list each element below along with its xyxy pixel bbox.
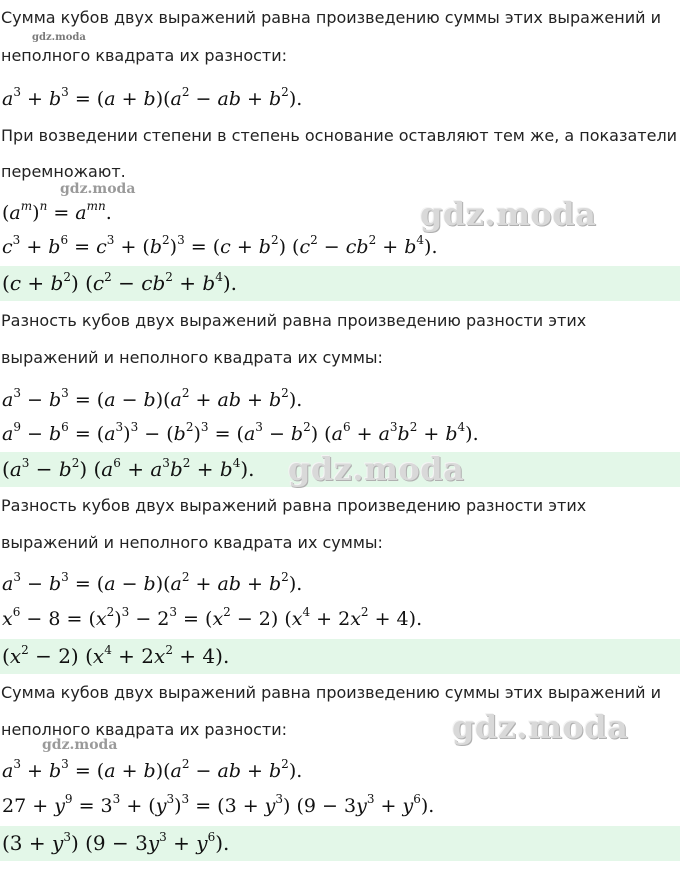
answer-highlight-3 bbox=[0, 639, 680, 674]
formula-example-2: $a^9 - b^6 = (a^3)^3 - (b^2)^3 = (a^3 - b^2) (a^6 + a^3b^2 + b^4)$. bbox=[2, 420, 479, 445]
rule-text-diff-cubes-line1: Разность кубов двух выражений равна произведению разности этих bbox=[1, 311, 587, 330]
answer-highlight-4 bbox=[0, 826, 680, 861]
formula-power-rule: $(a^m)^n = a^{mn}$. bbox=[2, 199, 112, 224]
answer-4: $(3 + y^3)$ $(9 - 3y^3 + y^6)$. bbox=[2, 830, 230, 855]
watermark-large: gdz.moda bbox=[288, 450, 465, 488]
answer-1: $(c + b^2)$ $(c^2 - cb^2 + b^4)$. bbox=[2, 270, 238, 295]
rule-text-power-line2: перемножают. bbox=[1, 162, 126, 181]
rule-text-sum-cubes-2-line1: Сумма кубов двух выражений равна произведению суммы этих выражений и bbox=[1, 683, 661, 702]
watermark-large: gdz.moda bbox=[420, 195, 597, 233]
answer-3: $(x^2 - 2) (x^4 + 2x^2 + 4)$. bbox=[2, 643, 230, 668]
watermark-small: gdz.moda bbox=[42, 737, 118, 753]
formula-sum-cubes: $a^3 + b^3 = (a + b)(a^2$ − ab + $b^2$). bbox=[2, 85, 303, 110]
answer-highlight-1 bbox=[0, 266, 680, 301]
watermark-large: gdz.moda bbox=[452, 708, 629, 746]
rule-text-diff-cubes-2-line1: Разность кубов двух выражений равна произведению разности этих bbox=[1, 496, 587, 515]
formula-example-4: $27 + y^9 = 3^3 + (y^3)^3 = (3 + y^3) (9 - 3y^3 + y^6)$. bbox=[2, 792, 435, 817]
formula-example-1: $c^3 + b^6 = c^3 + (b^2)^3 = (c + b^2) (c^2 - cb^2 + b^4)$. bbox=[2, 233, 438, 258]
formula-diff-cubes: $a^3 - b^3 = (a - b)(a^2$ + ab + $b^2$). bbox=[2, 386, 303, 411]
rule-text-sum-cubes-line1: Сумма кубов двух выражений равна произведению суммы этих выражений и bbox=[1, 8, 661, 27]
formula-diff-cubes-2: $a^3 - b^3 = (a - b)(a^2$ + ab + $b^2$). bbox=[2, 570, 303, 595]
formula-example-3: $x^6 - 8 = (x^2)^3 - 2^3 = (x^2 - 2) (x^4 + 2x^2 + 4)$. bbox=[2, 605, 423, 630]
answer-2: $(a^3 - b^2) (a^6 + a^3b^2 + b^4)$. bbox=[2, 456, 255, 481]
rule-text-sum-cubes-line2: неполного квадрата их разности: bbox=[1, 46, 288, 65]
rule-text-diff-cubes-2-line2: выражений и неполного квадрата их суммы: bbox=[1, 533, 383, 552]
formula-sum-cubes-2: $a^3 + b^3 = (a + b)(a^2$ − ab + $b^2$). bbox=[2, 757, 303, 782]
watermark-small: gdz.moda bbox=[60, 181, 136, 197]
rule-text-sum-cubes-2-line2: неполного квадрата их разности: bbox=[1, 720, 288, 739]
watermark-small: gdz.moda bbox=[32, 32, 86, 43]
rule-text-diff-cubes-line2: выражений и неполного квадрата их суммы: bbox=[1, 348, 383, 367]
rule-text-power-line1: При возведении степени в степень основание оставляют тем же, а показатели bbox=[1, 126, 678, 145]
